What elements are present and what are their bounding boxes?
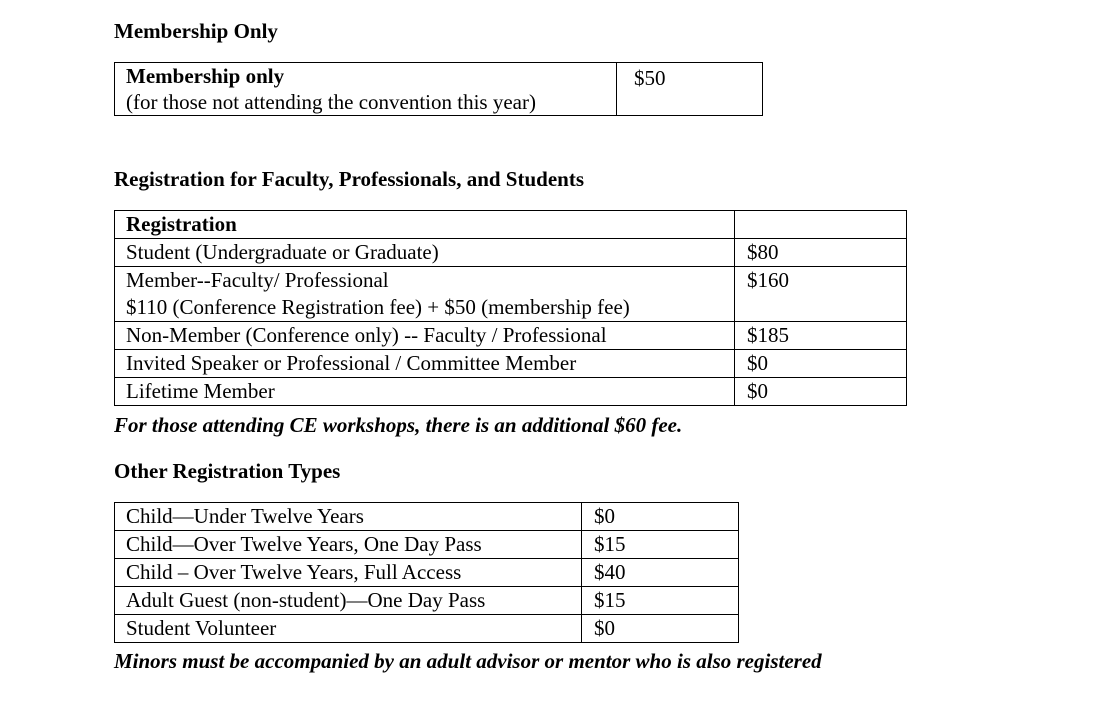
other-types-table — [114, 502, 739, 643]
other-types-heading: Other Registration Types — [114, 459, 341, 483]
table-row — [115, 378, 907, 406]
minors-note: Minors must be accompanied by an adult advisor or mentor who is also registered — [114, 649, 822, 673]
membership-heading: Membership Only — [114, 19, 278, 43]
registration-row-label: Lifetime Member — [115, 378, 735, 406]
registration-row-label-line1: Member--Faculty/ Professional — [126, 268, 389, 292]
registration-row-label-line2: $110 (Conference Registration fee) + $50 (membership fee) — [126, 295, 630, 319]
registration-row-label — [115, 267, 735, 322]
table-row — [115, 559, 739, 587]
table-row — [115, 503, 739, 531]
other-row-price: $15 — [582, 531, 739, 559]
table-row — [115, 322, 907, 350]
registration-row-price: $185 — [735, 322, 907, 350]
other-row-price: $0 — [582, 503, 739, 531]
registration-row-label: Student (Undergraduate or Graduate) — [115, 239, 735, 267]
ce-workshop-note: For those attending CE workshops, there is an additional $60 fee. — [114, 413, 683, 437]
registration-table — [114, 210, 907, 406]
registration-row-label: Non-Member (Conference only) -- Faculty / Professional — [115, 322, 735, 350]
table-row — [115, 615, 739, 643]
membership-table — [114, 62, 763, 116]
other-row-label: Child—Over Twelve Years, One Day Pass — [115, 531, 582, 559]
table-row — [115, 239, 907, 267]
registration-heading: Registration for Faculty, Professionals, and Students — [114, 167, 584, 191]
other-row-price: $15 — [582, 587, 739, 615]
table-row — [115, 350, 907, 378]
membership-label-cell — [115, 63, 617, 116]
membership-subtitle: (for those not attending the convention this year) — [126, 90, 536, 114]
registration-row-price: $0 — [735, 378, 907, 406]
other-row-price: $40 — [582, 559, 739, 587]
registration-header-price — [735, 211, 907, 239]
registration-row-price: $0 — [735, 350, 907, 378]
table-row — [115, 267, 907, 322]
registration-row-label: Invited Speaker or Professional / Committee Member — [115, 350, 735, 378]
table-row — [115, 587, 739, 615]
other-row-label: Child – Over Twelve Years, Full Access — [115, 559, 582, 587]
membership-title: Membership only — [126, 64, 285, 88]
table-row — [115, 63, 763, 116]
other-row-label: Adult Guest (non-student)—One Day Pass — [115, 587, 582, 615]
table-row — [115, 531, 739, 559]
registration-row-price: $160 — [735, 267, 907, 322]
registration-header-label: Registration — [115, 211, 735, 239]
membership-price: $50 — [617, 63, 763, 116]
other-row-price: $0 — [582, 615, 739, 643]
other-row-label: Student Volunteer — [115, 615, 582, 643]
other-row-label: Child—Under Twelve Years — [115, 503, 582, 531]
registration-row-price: $80 — [735, 239, 907, 267]
table-header-row — [115, 211, 907, 239]
